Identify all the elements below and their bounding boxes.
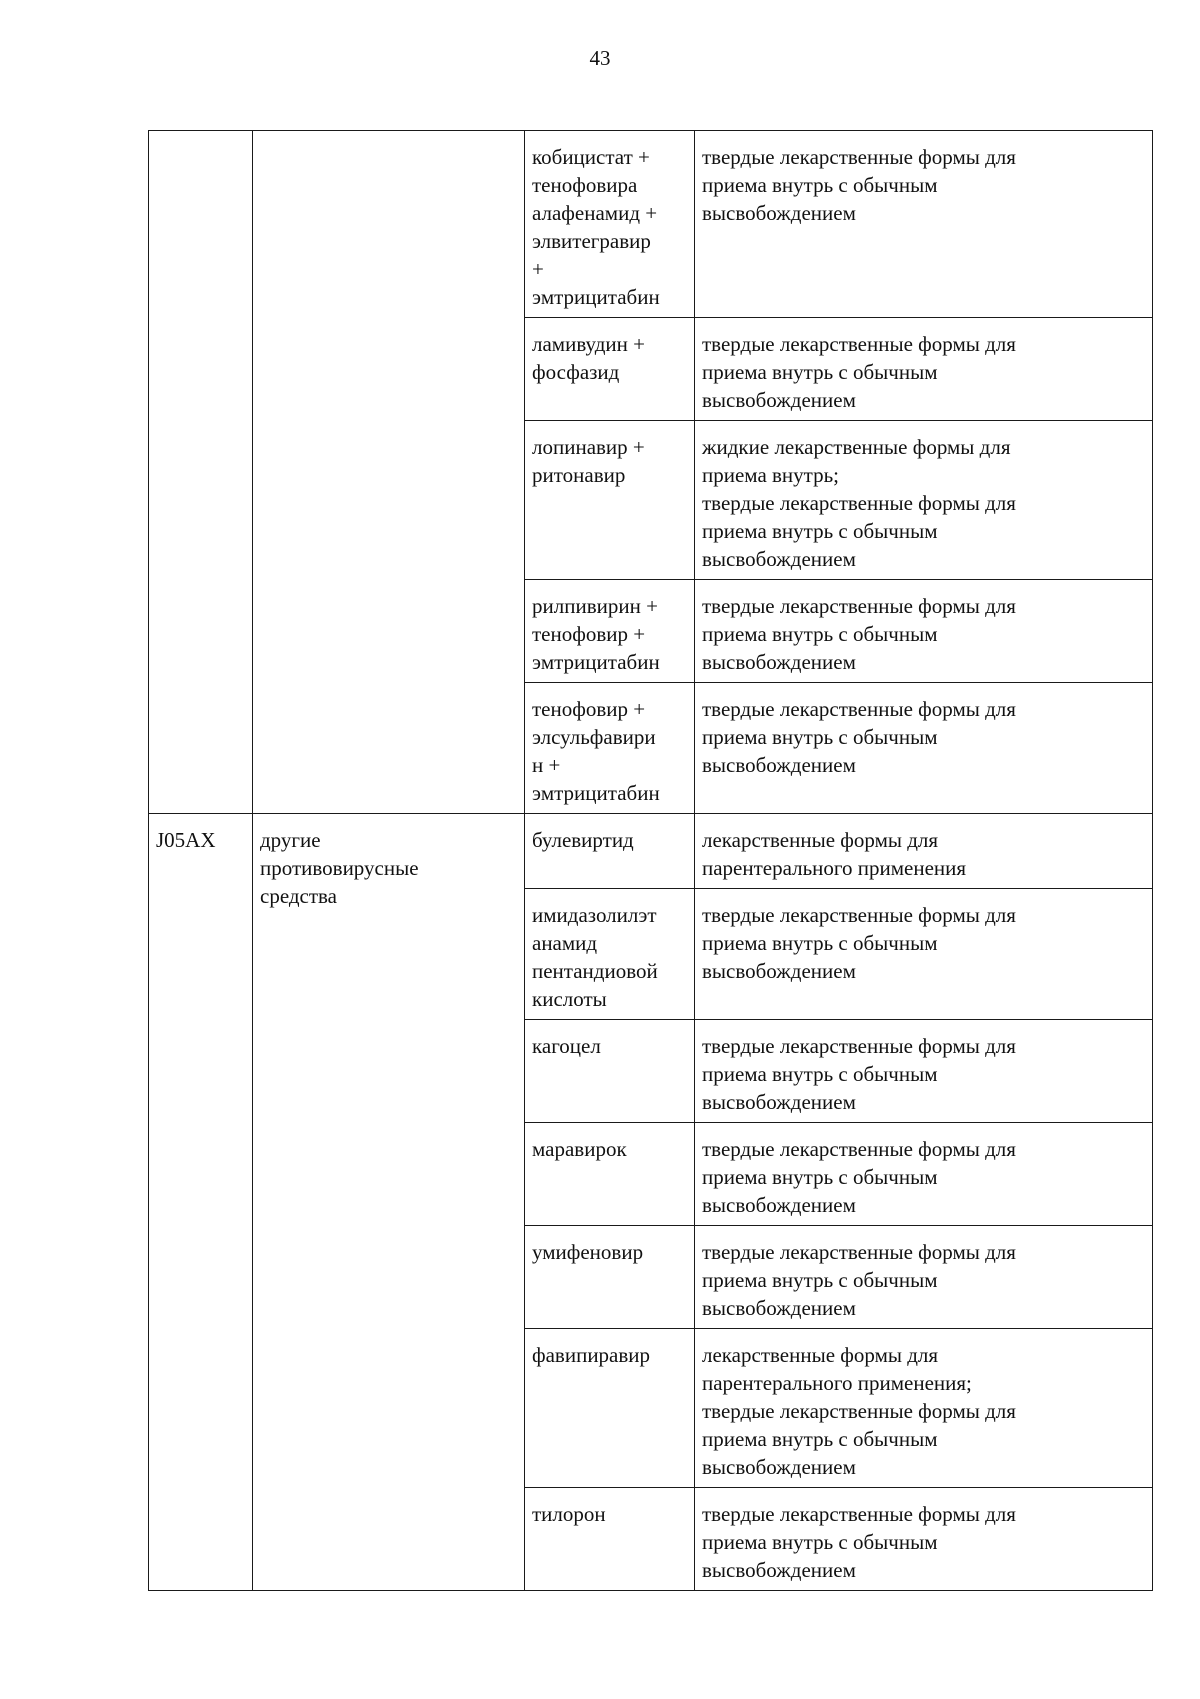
table-row	[149, 131, 1153, 318]
drug-name-line: кислоты	[532, 987, 607, 1011]
dosage-form-line: твердые лекарственные формы для	[702, 1399, 1016, 1423]
drug-name-line: анамид	[532, 931, 598, 955]
drug-name-line: маравирок	[532, 1137, 627, 1161]
dosage-form-line: твердые лекарственные формы для	[702, 145, 1016, 169]
drug-name-cell	[525, 580, 695, 683]
drug-name-line: лопинавир +	[532, 435, 645, 459]
drug-name-cell	[525, 131, 695, 318]
dosage-form-line: приема внутрь;	[702, 463, 840, 487]
dosage-form-line: жидкие лекарственные формы для	[702, 435, 1011, 459]
dosage-form-line: высвобождением	[702, 547, 856, 571]
dosage-form-cell	[695, 131, 1153, 318]
dosage-form-line: твердые лекарственные формы для	[702, 1240, 1016, 1264]
drug-name-line: ламивудин +	[532, 332, 645, 356]
drug-name-line: тилорон	[532, 1502, 606, 1526]
dosage-form-line: высвобождением	[702, 650, 856, 674]
dosage-form-line: лекарственные формы для	[702, 1343, 939, 1367]
drug-name-cell	[525, 889, 695, 1020]
drug-name-cell	[525, 1020, 695, 1123]
dosage-form-line: приема внутрь с обычным	[702, 1427, 938, 1451]
dosage-form-cell	[695, 1020, 1153, 1123]
drug-name-line: ритонавир	[532, 463, 626, 487]
dosage-form-line: высвобождением	[702, 1090, 856, 1114]
dosage-form-cell	[695, 580, 1153, 683]
dosage-form-cell	[695, 421, 1153, 580]
drug-name-cell	[525, 1226, 695, 1329]
drug-name-line: фосфазид	[532, 360, 620, 384]
drug-name-line: тенофовир +	[532, 622, 646, 646]
dosage-form-line: высвобождением	[702, 1558, 856, 1582]
dosage-form-cell	[695, 889, 1153, 1020]
dosage-form-cell	[695, 1329, 1153, 1488]
drug-name-line: тенофовира	[532, 173, 638, 197]
dosage-form-line: приема внутрь с обычным	[702, 622, 938, 646]
atc-code-cell-empty	[149, 131, 253, 814]
dosage-form-line: твердые лекарственные формы для	[702, 1502, 1016, 1526]
dosage-form-line: высвобождением	[702, 1296, 856, 1320]
drug-name-line: алафенамид +	[532, 201, 658, 225]
group-name-cell-empty	[253, 131, 525, 814]
dosage-form-line: приема внутрь с обычным	[702, 360, 938, 384]
dosage-form-cell	[695, 1488, 1153, 1591]
dosage-form-line: высвобождением	[702, 1193, 856, 1217]
drug-name-line: булевиртид	[532, 828, 634, 852]
drug-name-cell	[525, 421, 695, 580]
page-number: 43	[589, 46, 611, 70]
drug-name-line: эмтрицитабин	[532, 781, 660, 805]
drug-name-line: +	[532, 257, 544, 281]
drug-name-cell	[525, 683, 695, 814]
dosage-form-line: твердые лекарственные формы для	[702, 903, 1016, 927]
dosage-form-cell	[695, 683, 1153, 814]
drug-name-line: эмтрицитабин	[532, 285, 660, 309]
drug-name-line: имидазолилэт	[532, 903, 657, 927]
drug-name-line: фавипиравир	[532, 1343, 651, 1367]
dosage-form-line: твердые лекарственные формы для	[702, 332, 1016, 356]
dosage-form-line: приема внутрь с обычным	[702, 725, 938, 749]
drug-name-line: тенофовир +	[532, 697, 646, 721]
dosage-form-line: парентерального применения;	[702, 1371, 972, 1395]
drug-name-cell	[525, 1488, 695, 1591]
medication-table	[148, 130, 1153, 1591]
group-name-line: противовирусные	[260, 856, 419, 880]
atc-code: J05AX	[156, 828, 216, 852]
dosage-form-line: приема внутрь с обычным	[702, 931, 938, 955]
drug-name-cell	[525, 1329, 695, 1488]
drug-name-line: рилпивирин +	[532, 594, 658, 618]
drug-name-cell	[525, 814, 695, 889]
dosage-form-line: высвобождением	[702, 753, 856, 777]
dosage-form-line: твердые лекарственные формы для	[702, 1034, 1016, 1058]
dosage-form-line: приема внутрь с обычным	[702, 1268, 938, 1292]
dosage-form-line: лекарственные формы для	[702, 828, 939, 852]
drug-name-line: пентандиовой	[532, 959, 658, 983]
dosage-form-line: твердые лекарственные формы для	[702, 594, 1016, 618]
dosage-form-line: твердые лекарственные формы для	[702, 1137, 1016, 1161]
drug-name-line: элсульфавири	[532, 725, 656, 749]
group-name-cell	[253, 814, 525, 1591]
dosage-form-line: приема внутрь с обычным	[702, 519, 938, 543]
group-name-line: другие	[260, 828, 321, 852]
dosage-form-line: высвобождением	[702, 201, 856, 225]
drug-name-line: кагоцел	[532, 1034, 601, 1058]
group-name-line: средства	[260, 884, 338, 908]
atc-code-cell	[149, 814, 253, 1591]
drug-name-line: кобицистат +	[532, 145, 650, 169]
dosage-form-line: высвобождением	[702, 1455, 856, 1479]
dosage-form-cell	[695, 1123, 1153, 1226]
dosage-form-line: приема внутрь с обычным	[702, 173, 938, 197]
dosage-form-cell	[695, 1226, 1153, 1329]
dosage-form-line: приема внутрь с обычным	[702, 1165, 938, 1189]
drug-name-line: элвитегравир	[532, 229, 651, 253]
dosage-form-line: высвобождением	[702, 388, 856, 412]
dosage-form-line: приема внутрь с обычным	[702, 1062, 938, 1086]
dosage-form-cell	[695, 318, 1153, 421]
drug-name-line: эмтрицитабин	[532, 650, 660, 674]
drug-name-cell	[525, 318, 695, 421]
dosage-form-line: твердые лекарственные формы для	[702, 697, 1016, 721]
dosage-form-cell	[695, 814, 1153, 889]
dosage-form-line: парентерального применения	[702, 856, 967, 880]
dosage-form-line: приема внутрь с обычным	[702, 1530, 938, 1554]
dosage-form-line: высвобождением	[702, 959, 856, 983]
drug-name-line: н +	[532, 753, 561, 777]
drug-name-line: умифеновир	[532, 1240, 644, 1264]
drug-name-cell	[525, 1123, 695, 1226]
dosage-form-line: твердые лекарственные формы для	[702, 491, 1016, 515]
table-row	[149, 814, 1153, 889]
